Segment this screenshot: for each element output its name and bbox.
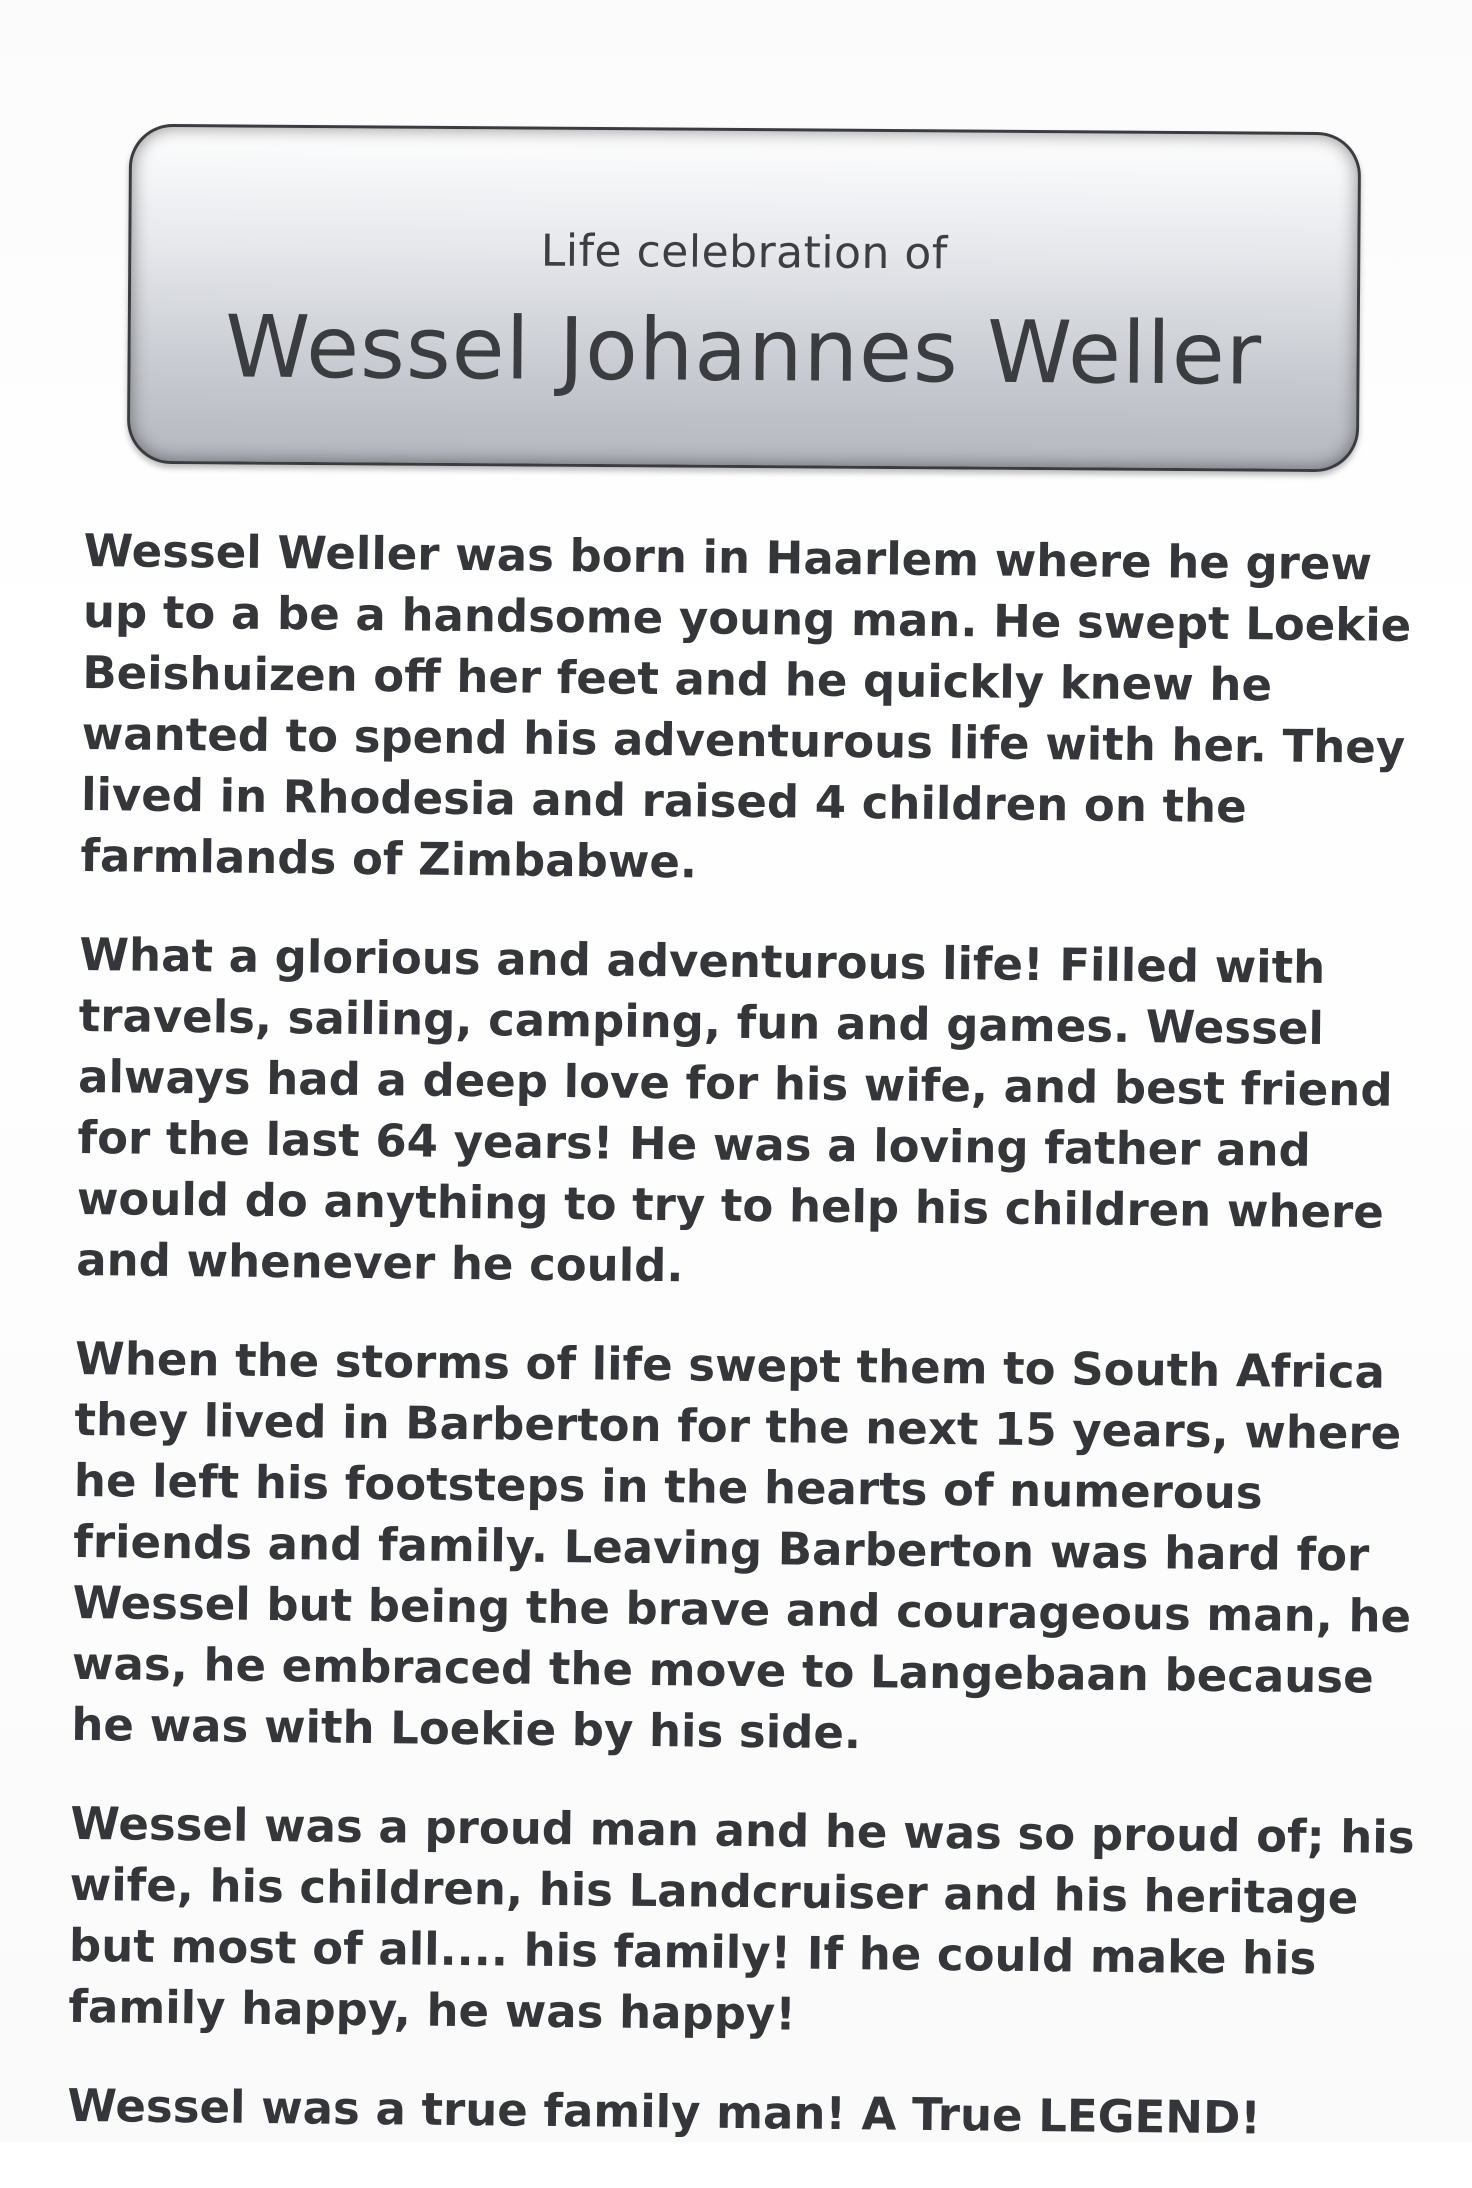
banner-name: Wessel Johannes Weller [224, 297, 1263, 405]
paragraph-legend: Wessel was a true family man! A True LEGEND! [67, 2078, 1262, 2145]
tribute-text [67, 520, 1444, 2188]
paragraph-early-life: Wessel Weller was born in Haarlem where he grew up to a be a handsome young man. He swept Loekie Beishuizen off her feet and he quickly knew he wanted to spend his adventurous life with her. They lived in Rhodesia and raised 4 children on the farmlands of Zimbabwe. [80, 523, 1412, 889]
title-banner [127, 124, 1361, 473]
paragraph-south-africa: When the storms of life swept them to South Africa they lived in Barberton for the next 15 years, where he left his footsteps in the hearts of numerous friends and family. Leaving Barberton was hard for Wessel but being the brave and courageous man, he was, he embraced the move to Langebaan because he was with Loekie by his side. [71, 1331, 1412, 1760]
banner-subtitle: Life celebration of [540, 225, 948, 280]
paragraph-adventurous-life: What a glorious and adventurous life! Filled with travels, sailing, camping, fun and games. Wessel always had a deep love for his wife, and best friend for the last 64 years! He was a loving father and would do anything to try to help his children where and whenever he could. [75, 927, 1393, 1293]
paragraph-proud-man: Wessel was a proud man and he was so proud of; his wife, his children, his Landcruiser and his heritage but most of all.... his family! If he could make his family happy, he was happy! [68, 1796, 1415, 2041]
